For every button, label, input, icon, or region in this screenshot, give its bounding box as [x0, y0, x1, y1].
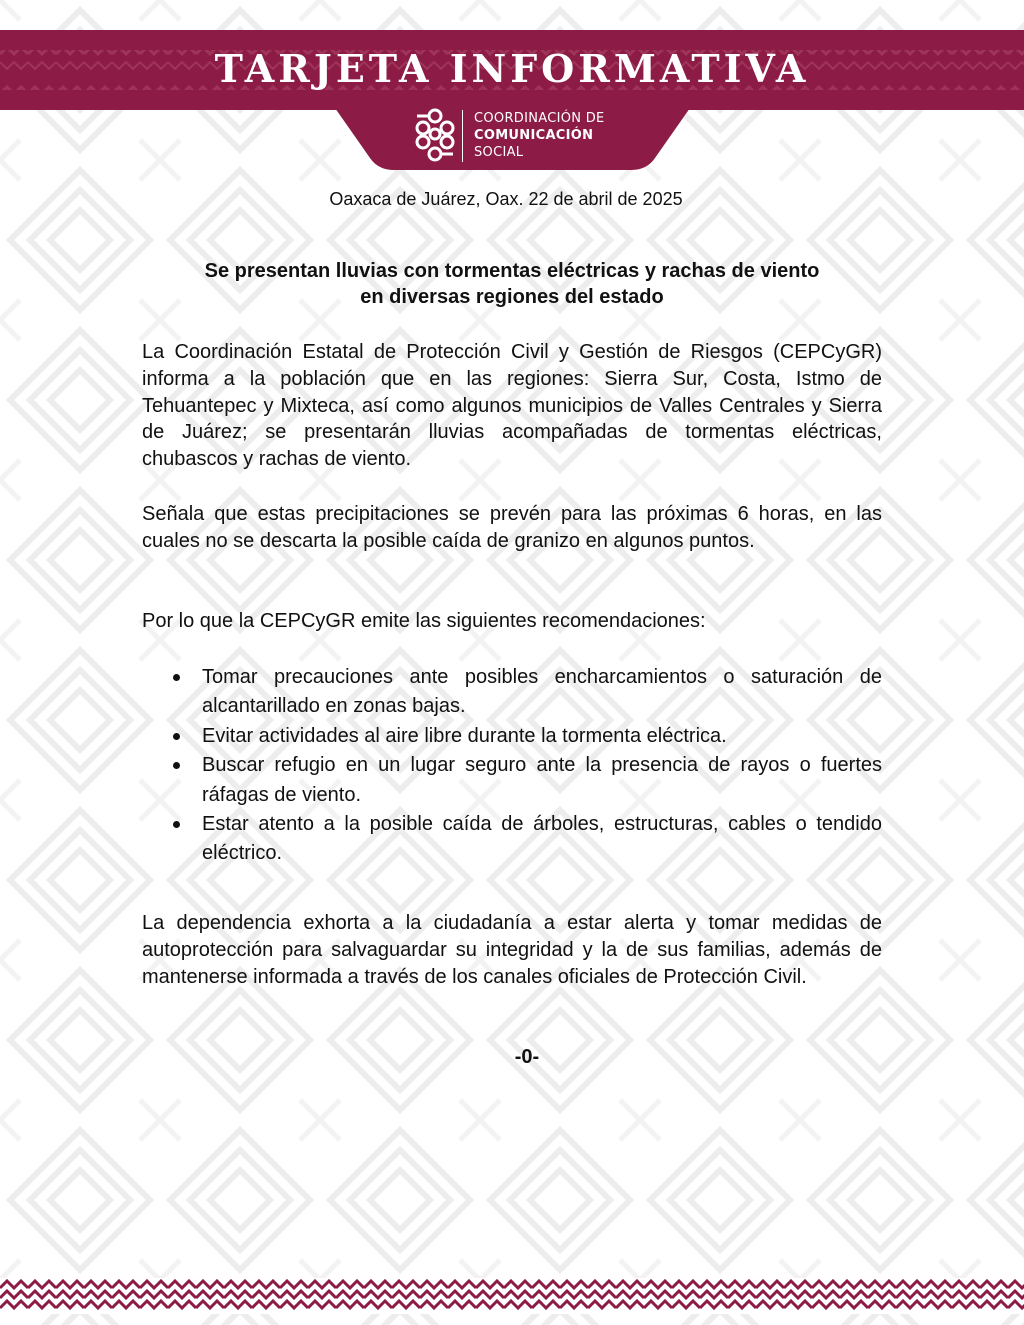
logo — [412, 104, 642, 164]
oaxaca-fret-logo-icon — [412, 104, 458, 164]
closing-mark: -0- — [514, 1046, 540, 1068]
headline-line-1: Se presentan lluvias con tormentas eléctricas y rachas de viento — [204, 260, 820, 282]
bullet-icon — [173, 821, 180, 828]
page-title: TARJETA INFORMATIVA — [214, 46, 810, 91]
list-item-text: Estar atento a la posible caída de árboles, estructuras, cables o tendido eléctrico. — [202, 813, 882, 865]
list-item — [142, 810, 882, 869]
bullet-icon — [173, 762, 180, 769]
paragraph-1: La Coordinación Estatal de Protección Civil y Gestión de Riesgos (CEPCyGR) informa a la población que en las regiones: Sierra Sur, Costa, Istmo de Tehuantepec y Mixteca, así como algunos municipios de Valles Centrales y Sierra de Juárez; se presentarán lluvias acompañadas de tormentas eléctricas, chubascos y rachas de viento. — [142, 341, 882, 471]
list-item-text: Evitar actividades al aire libre durante la tormenta eléctrica. — [202, 724, 727, 747]
document-date: Oaxaca de Juárez, Oax. 22 de abril de 2025 — [329, 189, 683, 209]
list-item-text: Tomar precauciones ante posibles encharcamientos o saturación de alcantarillado en zonas bajas. — [202, 666, 882, 718]
list-item — [142, 722, 882, 751]
bullet-icon — [173, 674, 180, 681]
list-item — [142, 751, 882, 810]
logo-line-2: COMUNICACIÓN — [474, 128, 594, 143]
logo-text — [474, 110, 605, 161]
logo-divider — [462, 110, 463, 162]
headline — [142, 258, 882, 310]
paragraph-3: Por lo que la CEPCyGR emite las siguientes recomendaciones: — [142, 610, 706, 632]
paragraph-2: Señala que estas precipitaciones se prevén para las próximas 6 horas, en las cuales no se descarta la posible caída de granizo en algunos puntos. — [142, 503, 882, 552]
logo-line-1: COORDINACIÓN DE — [474, 111, 605, 126]
list-item-text: Buscar refugio en un lugar seguro ante la presencia de rayos o fuertes ráfagas de viento. — [202, 754, 882, 806]
list-item — [142, 663, 882, 722]
bullet-icon — [173, 733, 180, 740]
paragraph-4: La dependencia exhorta a la ciudadanía a estar alerta y tomar medidas de autoprotección para salvaguardar su integridad y la de sus familias, además de mantenerse informada a través de los canales oficiales de Protección Civil. — [142, 912, 882, 988]
recommendations-list — [142, 663, 882, 869]
headline-line-2: en diversas regiones del estado — [360, 286, 664, 308]
footer-band — [0, 1278, 1024, 1314]
logo-line-3: SOCIAL — [474, 145, 524, 160]
